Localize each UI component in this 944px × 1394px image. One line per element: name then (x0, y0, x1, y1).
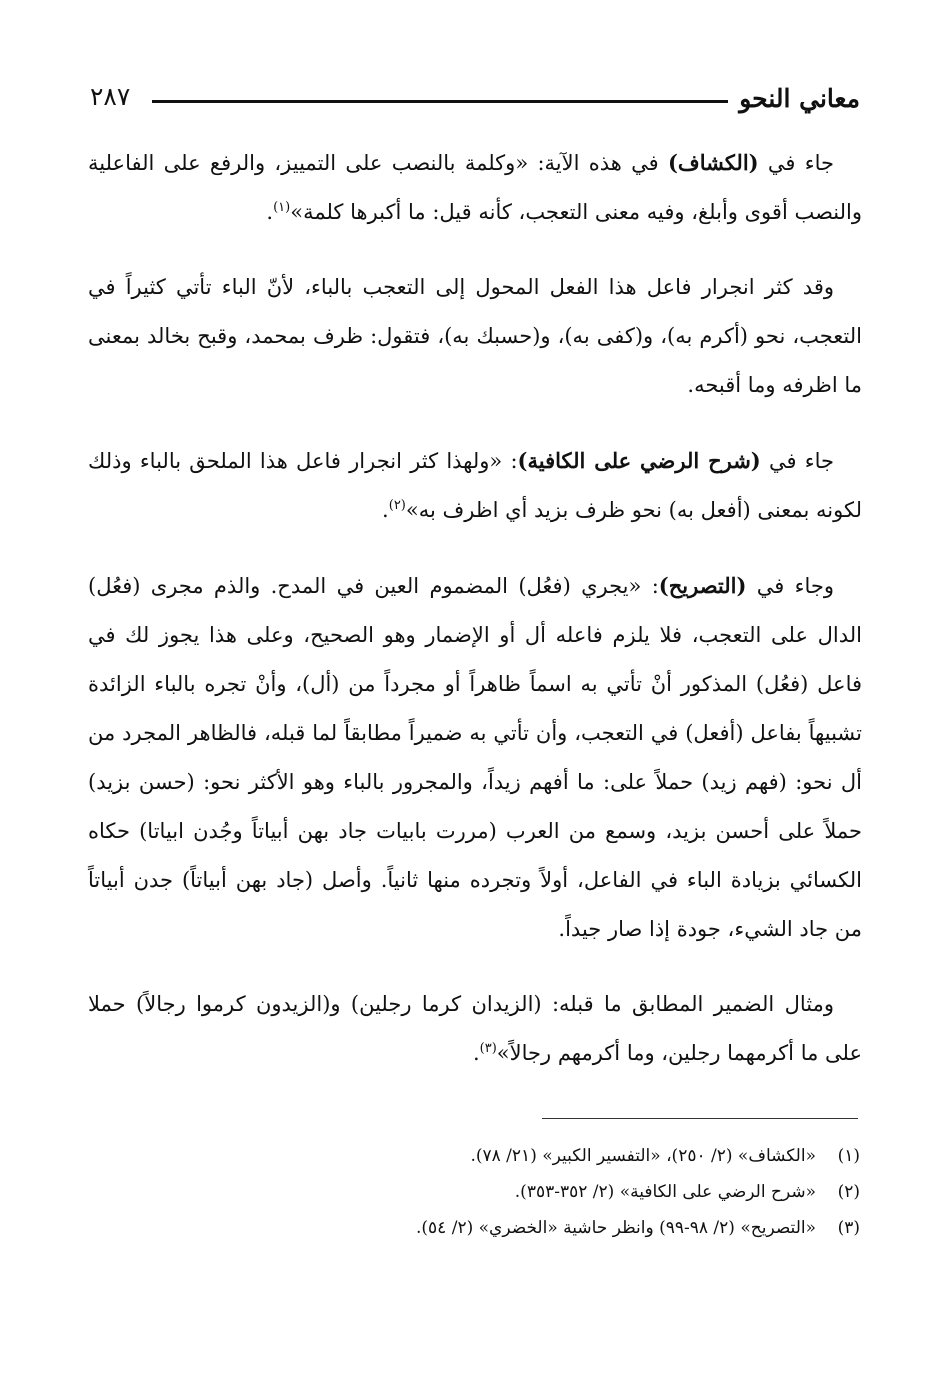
footnote-3 (160, 1210, 860, 1246)
paragraph-2-text: وقد كثر انجرار فاعل هذا الفعل المحول إلى التعجب بالباء، لأنّ الباء تأتي كثيراً في التعجب، نحو (أكرم به)، و(كفى به)، و(حسبك به)، فتقول: ظرف بمحمد، وقبح بخالد بمعنى ما اظرفه وما أقبحه. (88, 275, 862, 397)
footnote-3-text: «التصريح» (٢/ ٩٨-٩٩) وانظر حاشية «الخضري» (٢/ ٥٤). (415, 1218, 816, 1238)
paragraph-5 (88, 980, 862, 1078)
footnote-2-number: (٢) (837, 1182, 860, 1202)
source-title-tasrih: (التصريح) (658, 573, 747, 598)
running-header (90, 80, 860, 124)
footnote-separator (542, 1118, 858, 1119)
running-title: معاني النحو (739, 84, 860, 113)
paragraph-3-quote: : «ولهذا كثر انجرار فاعل هذا الملحق بالباء وذلك لكونه بمعنى (أفعل به) نحو ظرف بزيد أي اظرف به» (88, 449, 862, 522)
paragraph-3-end: . (382, 498, 389, 522)
footnote-ref-1[interactable]: (١) (273, 200, 291, 215)
paragraph-3-text: جاء في (760, 449, 834, 473)
paragraph-4-quote: : «يجري (فعُل) المضموم العين في المدح. والذم مجرى (فعُل) الدال على التعجب، فلا يلزم فاعله أل أو الإضمار وهو الصحيح، وعلى هذا يجوز لك في فاعل (فعُل) المذكور أنْ تأتي به اسماً ظاهراً أو مجرداً من (أل)، وأنْ تجره بالباء الزائدة تشبيهاً بفاعل (أفعل) في التعجب، وأن تأتي به ضميراً مطابقاً لما قبله، فالظاهر المجرد من أل نحو: (فهم زيد) حملاً على: ما أفهم زيداً، والمجرور بالباء وهو الأكثر نحو: (حسن بزيد) حملاً على أحسن بزيد، وسمع من العرب (مررت بابيات جاد بهن أبياتاً وجُدن ابياتا) حكاه الكسائي بزيادة الباء في الفاعل، أولاً وتجرده منها ثانياً. وأصل (جاد بهن أبياتاً) جدن أبياتاً من جاد الشيء، جودة إذا صار جيداً. (88, 574, 862, 941)
paragraph-1-quote: في هذه الآية: «وكلمة بالنصب على التمييز، والرفع على الفاعلية والنصب أقوى وأبلغ، وفيه معنى التعجب، كأنه قيل: ما أكبرها كلمة» (88, 151, 862, 224)
paragraph-3 (88, 436, 862, 535)
footnote-ref-2[interactable]: (٢) (388, 498, 406, 513)
paragraph-5-text: ومثال الضمير المطابق ما قبله: (الزيدان كرما رجلين) و(الزيدون كرموا رجالاً) حملا على ما أكرمهما رجلين، وما أكرمهم رجالاً» (88, 992, 862, 1065)
page-number: ٢٨٧ (90, 82, 131, 111)
footnote-1 (160, 1138, 860, 1174)
footnote-2 (160, 1174, 860, 1210)
source-title-sharh-radi: (شرح الرضي على الكافية) (517, 448, 761, 473)
header-rule (152, 100, 728, 103)
footnote-2-text: «شرح الرضي على الكافية» (٢/ ٣٥٢-٣٥٣). (514, 1182, 816, 1202)
main-text (88, 138, 862, 1104)
footnotes (160, 1138, 860, 1246)
paragraph-1-end: . (266, 200, 274, 224)
footnote-3-number: (٣) (837, 1218, 860, 1238)
paragraph-5-end: . (472, 1041, 480, 1065)
paragraph-4-text: وجاء في (746, 574, 834, 598)
footnote-1-text: «الكشاف» (٢/ ٢٥٠)، «التفسير الكبير» (٢١/ ٧٨). (470, 1146, 816, 1166)
footnote-1-number: (١) (837, 1146, 860, 1166)
paragraph-1-text: جاء في (758, 151, 835, 175)
footnote-ref-3[interactable]: (٣) (479, 1041, 497, 1056)
paragraph-4 (88, 561, 862, 954)
paragraph-1 (88, 138, 862, 237)
paragraph-2 (88, 263, 862, 410)
source-title-kashshaf: (الكشاف) (668, 150, 759, 175)
